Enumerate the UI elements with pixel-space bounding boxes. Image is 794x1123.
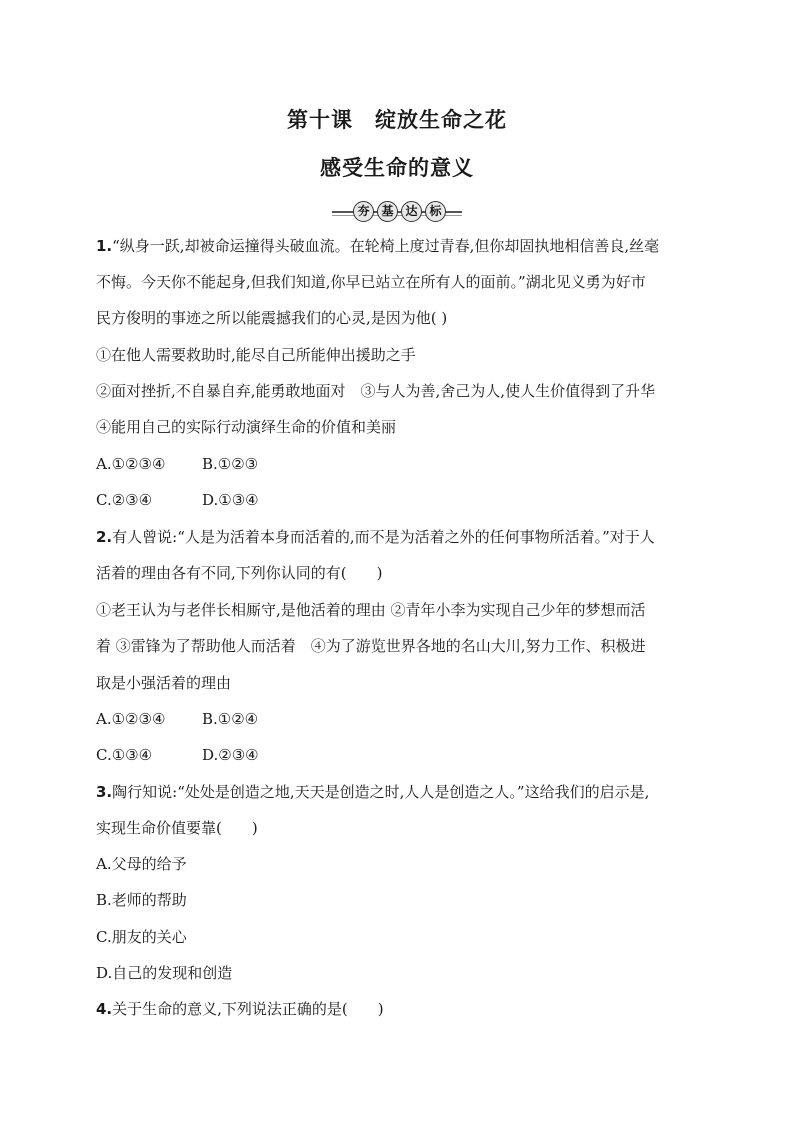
option-a: A.①②③④ [96, 455, 166, 473]
badge-char: 达 [401, 201, 422, 222]
option-c: C.①③④ [96, 746, 153, 764]
option-c: C.②③④ [96, 491, 153, 509]
option-a: A.①②③④ [96, 710, 166, 728]
question-1-option-row [96, 454, 706, 474]
question-number: 4. [96, 1000, 113, 1018]
question-1-stem-line: 民方俊明的事迹之所以能震撼我们的心灵,是因为他( ) [96, 309, 448, 327]
question-2-option-row [96, 709, 706, 729]
option-d: D.①③④ [202, 491, 259, 509]
question-1-stem-line: 1.“纵身一跃,却被命运撞得头破血流。在轮椅上度过青春,但你却固执地相信善良,丝毫 [96, 237, 660, 255]
question-2-item: ①老王认为与老伴长相厮守,是他活着的理由 ②青年小李为实现自己少年的梦想而活 [96, 601, 646, 619]
question-1-item: ②面对挫折,不自暴自弃,能勇敢地面对 ③与人为善,舍己为人,使人生价值得到了升华 [96, 382, 656, 400]
question-2-item: 着 ③雷锋为了帮助他人而活着 ④为了游览世界各地的名山大川,努力工作、积极进 [96, 637, 646, 655]
question-1-item: ④能用自己的实际行动演绎生命的价值和美丽 [96, 418, 397, 436]
question-2-stem-line: 活着的理由各有不同,下列你认同的有( ) [96, 564, 383, 582]
option-a: A.父母的给予 [96, 855, 187, 873]
badge-char: 基 [377, 201, 398, 222]
question-3-stem-line: 3.陶行知说:“处处是创造之地,天天是创造之时,人人是创造之人。”这给我们的启示是, [96, 783, 650, 801]
option-c: C.朋友的关心 [96, 928, 187, 946]
question-1-item: ①在他人需要救助时,能尽自己所能伸出援助之手 [96, 346, 416, 364]
question-number: 1. [96, 237, 113, 255]
question-number: 2. [96, 528, 113, 546]
badge-char: 标 [425, 201, 446, 222]
question-2-option-row [96, 745, 706, 765]
option-b: B.老师的帮助 [96, 891, 187, 909]
badge-char: 夯 [353, 201, 374, 222]
section-badge [0, 199, 794, 225]
question-3-stem-line: 实现生命价值要靠( ) [96, 819, 258, 837]
badge-row [353, 201, 446, 222]
question-number: 3. [96, 783, 113, 801]
question-1-stem-line: 不悔。今天你不能起身,但我们知道,你早已站立在所有人的面前。”湖北见义勇为好市 [96, 273, 646, 291]
option-b: B.①②③ [202, 455, 259, 473]
option-b: B.①②④ [202, 710, 259, 728]
lesson-title: 第十课 绽放生命之花 [287, 108, 507, 132]
question-2-stem-line: 2.有人曾说:“人是为活着本身而活着的,而不是为活着之外的任何事物所活着。”对于人 [96, 528, 655, 546]
section-title: 感受生命的意义 [320, 156, 474, 180]
option-d: D.②③④ [202, 746, 259, 764]
question-2-item: 取是小强活着的理由 [96, 674, 232, 692]
option-d: D.自己的发现和创造 [96, 964, 233, 982]
question-4-stem-line: 4.关于生命的意义,下列说法正确的是( ) [96, 1000, 384, 1018]
question-1-option-row [96, 490, 706, 510]
